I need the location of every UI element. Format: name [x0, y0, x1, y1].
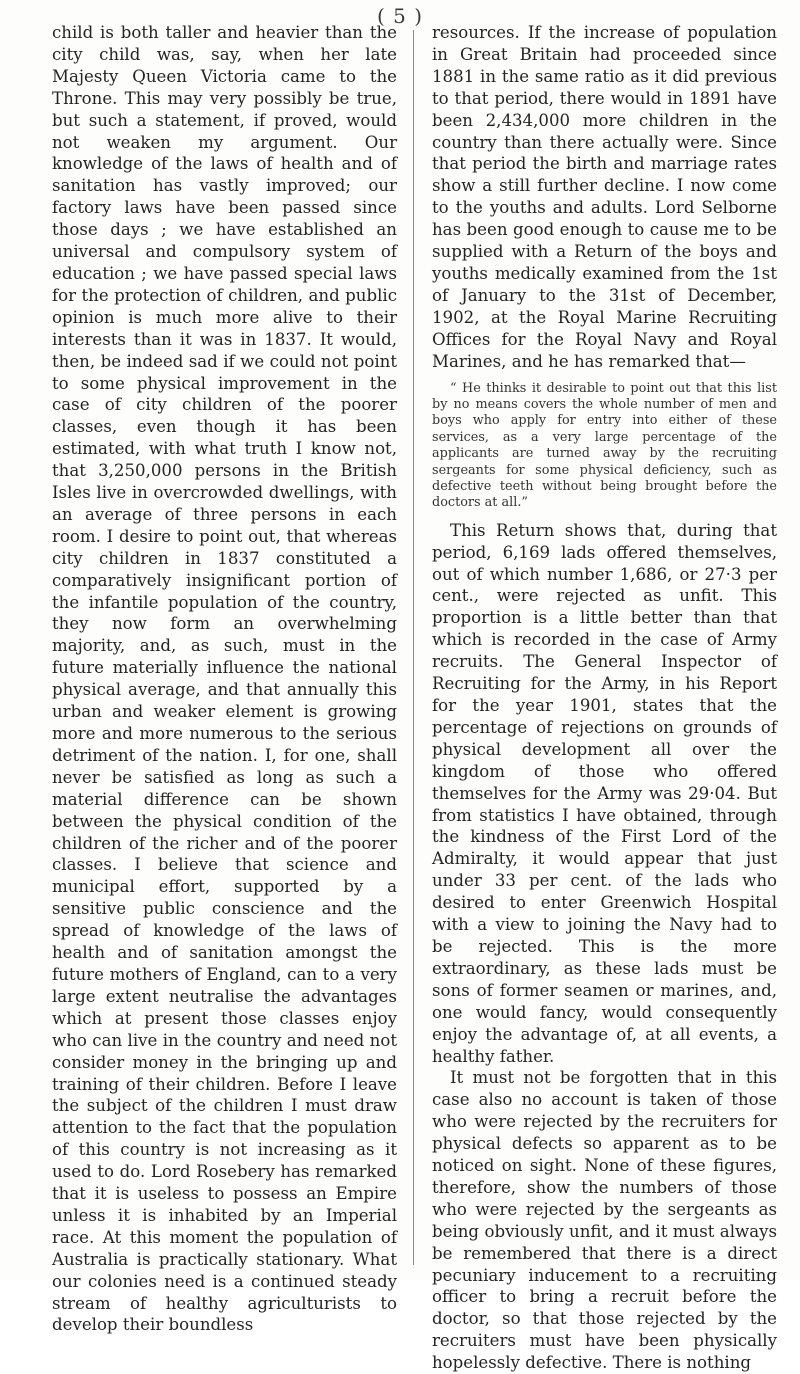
- right-paragraph-1: resources. If the increase of population in Great Britain had proceeded since 1881 in the same ratio as it did previous to that period, there would in 1891 have been 2,434,000 more children in the country than there actually were. Since that period the birth and marriage rates show a still further decline. I now come to the youths and adults. Lord Selborne has been good enough to cause me to be supplied with a Return of the boys and youths medically examined from the 1st of January to the 31st of December, 1902, at the Royal Marine Recruiting Offices for the Royal Navy and Royal Marines, and he has remarked that—: [432, 23, 777, 371]
- right-paragraph-3: It must not be forgotten that in this case also no account is taken of those who were rejected by the recruiters for physical defects so apparent as to be noticed on sight. None of these figures, therefore, show the numbers of those who were rejected by the sergeants as being obviously unfit, and it must always be remembered that there is a direct pecuniary inducement to a recruiting officer to bring a recruit before the doctor, so that those rejected by the recruiters must have been physically hopelessly defective. There is nothing: [432, 1068, 777, 1373]
- left-column: [52, 22, 397, 1336]
- right-column: [432, 22, 777, 1374]
- page-number: ( 5 ): [376, 4, 424, 28]
- right-paragraph-2: This Return shows that, during that period, 6,169 lads offered themselves, out of which number 1,686, or 27·3 per cent., were rejected as unfit. This proportion is a little better than that which is recorded in the case of Army recruits. The General Inspector of Recruiting for the Army, in his Report for the year 1901, states that the percentage of rejections on grounds of physical development all over the kingdom of those who offered themselves for the Army was 29·04. But from statistics I have obtained, through the kindness of the First Lord of the Admiralty, it would appear that just under 33 per cent. of the lads who desired to enter Greenwich Hospital with a view to joining the Navy had to be rejected. This is the more extraordinary, as these lads must be sons of former seamen or marines, and, one would fancy, would consequently enjoy the advantage of, at all events, a healthy father.: [432, 520, 777, 1066]
- left-paragraph: child is both taller and heavier than the city child was, say, when her late Majesty Queen Victoria came to the Throne. This may very possibly be true, but such a statement, if proved, would not weaken my argument. Our knowledge of the laws of health and of sanitation has vastly improved; our factory laws have been passed since those days ; we have established an universal and compulsory system of education ; we have passed special laws for the protection of children, and public opinion is much more alive to their interests than it was in 1837. It would, then, be indeed sad if we could not point to some physical improvement in the case of city children of the poorer classes, even though it has been estimated, with what truth I know not, that 3,250,000 persons in the British Isles live in overcrowded dwellings, with an average of three persons in each room. I desire to point out, that whereas city children in 1837 constituted a comparatively insignificant portion of the infantile population of the country, they now form an overwhelming majority, and, as such, must in the future materially influence the national physical average, and that annually this urban and weaker element is growing more and more numerous to the serious detriment of the nation. I, for one, shall never be satisfied as long as such a material difference can be shown between the physical condition of the children of the richer and of the poorer classes. I believe that science and municipal effort, supported by a sensitive public conscience and the spread of knowledge of the laws of health and of sanitation amongst the future mothers of England, can to a very large extent neutralise the advantages which at present those classes enjoy who can live in the country and need not consider money in the bringing up and training of their children. Before I leave the subject of the children I must draw attention to the fact that the population of this country is not increasing as it used to do. Lord Rosebery has remarked that it is useless to possess an Empire unless it is inhabited by an Imperial race. At this moment the population of Australia is practically stationary. What our colonies need is a continued steady stream of healthy agriculturists to develop their boundless: [52, 23, 397, 1335]
- block-quote: “ He thinks it desirable to point out that this list by no means covers the whole number of men and boys who apply for entry into either of these services, as a very large percentage of the applicants are turned away by the recruiting sergeants for some physical deficiency, such as defective teeth without being brought before the doctors at all.”: [432, 380, 777, 511]
- column-divider: [413, 30, 414, 1265]
